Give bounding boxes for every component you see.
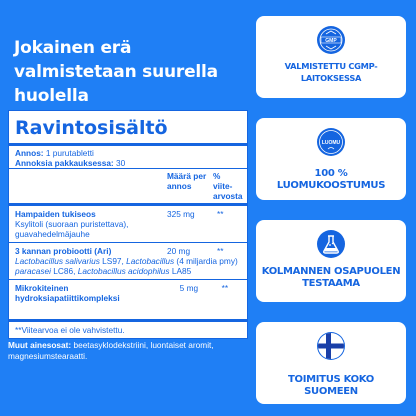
organic-leaf-icon bbox=[316, 127, 346, 157]
table-row bbox=[15, 243, 241, 256]
gmp-text: GMP bbox=[325, 38, 337, 44]
table-row bbox=[15, 280, 241, 303]
feature-card-shipping bbox=[256, 322, 406, 404]
spacer bbox=[15, 303, 241, 319]
row-detail bbox=[15, 256, 241, 279]
card-label: 100 % LUOMUKOOSTUMUS bbox=[276, 168, 386, 191]
card-label: VALMISTETTU CGMP-LAITOKSESSA bbox=[284, 61, 378, 83]
servings-label: Annoksia pakkauksessa: bbox=[15, 158, 114, 168]
row-detail: Ksylitoli (suoraan puristettava), guavahedelmäjauhe bbox=[15, 219, 129, 239]
row-name: 3 kannan probiootti (Ari) bbox=[15, 246, 112, 256]
row-amount: 325 mg bbox=[167, 209, 195, 219]
other-ingredients bbox=[8, 340, 248, 362]
row-percent: ** bbox=[221, 283, 229, 293]
ingredients-label: Muut ainesosat: bbox=[8, 340, 72, 350]
strain-name: Lactobacillus bbox=[126, 256, 175, 266]
row-percent: ** bbox=[217, 246, 224, 256]
lab-flask-icon bbox=[316, 229, 346, 259]
ingredients-text: beetasyklodekstriini, luontaiset aromit, magnesiumstearaatti. bbox=[8, 340, 214, 361]
column-percent: % viite-arvosta bbox=[213, 171, 243, 201]
strain-code: LC86, bbox=[50, 266, 78, 276]
feature-card-gmp bbox=[256, 16, 406, 98]
strain-count: (4 miljardia pmy) bbox=[174, 256, 238, 266]
nutrition-panel bbox=[8, 110, 248, 339]
servings-value: 30 bbox=[116, 158, 126, 168]
organic-text: LUOMU bbox=[321, 140, 341, 146]
card-label: KOLMANNEN OSAPUOLEN TESTAAMA bbox=[261, 266, 401, 289]
feature-card-organic bbox=[256, 118, 406, 200]
finland-flag-icon bbox=[316, 331, 346, 361]
column-header bbox=[15, 169, 241, 203]
row-percent: ** bbox=[217, 209, 224, 219]
strain-name: Lactobacillus acidophilus bbox=[77, 266, 170, 276]
serving-value: 1 purutabletti bbox=[45, 148, 94, 158]
strain-name: Lactobacillus salivarius bbox=[15, 256, 100, 266]
serving-info bbox=[15, 146, 241, 168]
strain-name: paracasei bbox=[15, 266, 51, 276]
row-name: Hampaiden tukiseos bbox=[15, 209, 96, 219]
serving-label: Annos: bbox=[15, 148, 44, 158]
feature-card-tested bbox=[256, 220, 406, 302]
table-row bbox=[15, 206, 241, 219]
card-label: TOIMITUS KOKO SUOMEEN bbox=[287, 374, 375, 397]
nutrition-panel-title: Ravintosisältö bbox=[9, 117, 247, 146]
row-amount: 5 mg bbox=[179, 283, 199, 293]
column-amount: Määrä per annos bbox=[167, 171, 207, 191]
row-name: Mikrokiteinen hydroksiapatiittikompleksi bbox=[15, 283, 120, 303]
gmp-badge-icon bbox=[316, 25, 346, 55]
strain-code: LA85 bbox=[169, 266, 192, 276]
row-amount: 20 mg bbox=[167, 246, 191, 256]
strain-code: LS97, bbox=[99, 256, 127, 266]
footnote: **Viitearvoa ei ole vahvistettu. bbox=[15, 325, 125, 335]
headline: Jokainen erä valmistetaan suurella huolella bbox=[14, 38, 218, 106]
